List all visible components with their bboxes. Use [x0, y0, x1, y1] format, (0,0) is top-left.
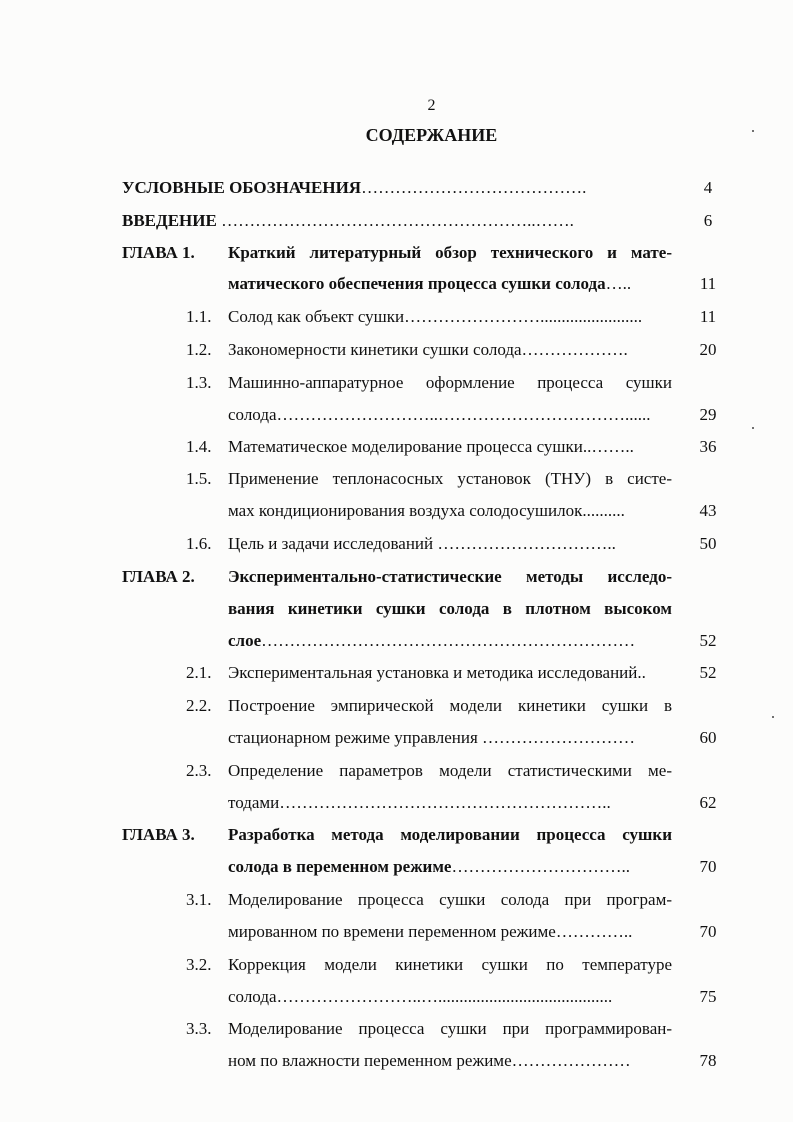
toc-section-label: 3.3.	[186, 1019, 212, 1038]
toc-page: 52	[699, 663, 717, 682]
toc-section[interactable]	[228, 339, 672, 361]
toc-page: 6	[703, 211, 713, 230]
toc-page: 50	[699, 534, 717, 553]
toc-leader: …………..	[555, 922, 633, 941]
scan-speck	[752, 130, 754, 132]
toc-section-label: 1.2.	[186, 340, 212, 359]
toc-entry-text: Цель и задачи исследований	[228, 534, 434, 553]
toc-page: 60	[699, 728, 717, 747]
toc-leader: ..……..	[582, 437, 634, 456]
toc-section-label: 2.2.	[186, 696, 212, 715]
page-title: СОДЕРЖАНИЕ	[365, 125, 498, 145]
toc-leader: ………………………..……………………………......	[276, 405, 651, 424]
toc-section-cont[interactable]	[228, 921, 672, 943]
toc-chapter-title-cont[interactable]: вания кинетики сушки солода в плотном высоком	[228, 599, 672, 618]
toc-chapter-title[interactable]: Экспериментально-статистические методы исследо-	[228, 567, 672, 586]
toc-chapter-title[interactable]: Краткий литературный обзор технического и мате-	[228, 243, 672, 262]
toc-chapter-title[interactable]: Разработка метода моделировании процесса сушки	[228, 825, 672, 844]
toc-entry-text: ном по влажности переменном режиме	[228, 1051, 512, 1070]
toc-section-label: 1.6.	[186, 534, 212, 553]
toc-entry-symbols[interactable]	[122, 177, 670, 199]
toc-page: 75	[699, 987, 717, 1006]
toc-section[interactable]	[228, 436, 672, 458]
toc-leader: …………………………………………………..	[279, 793, 611, 812]
toc-entry-text: слое	[228, 631, 262, 650]
scan-speck	[772, 716, 774, 718]
toc-section-cont[interactable]	[228, 792, 672, 814]
toc-page: 43	[699, 501, 717, 520]
toc-page: 11	[699, 307, 717, 326]
toc-entry-text: солода	[228, 405, 277, 424]
toc-page: 4	[703, 178, 713, 197]
toc-chapter-label: ГЛАВА 3.	[122, 825, 195, 844]
toc-section[interactable]: Определение параметров модели статистическими ме-	[228, 761, 672, 780]
toc-section-label: 1.1.	[186, 307, 212, 326]
toc-chapter-title-cont[interactable]	[228, 273, 672, 295]
toc-page: 11	[699, 274, 717, 293]
toc-entry-text: УСЛОВНЫЕ ОБОЗНАЧЕНИЯ	[122, 178, 362, 197]
toc-page: 62	[699, 793, 717, 812]
toc-section-label: 3.1.	[186, 890, 212, 909]
toc-chapter-label: ГЛАВА 1.	[122, 243, 195, 262]
toc-entry-text: солода	[228, 987, 277, 1006]
toc-section[interactable]	[228, 306, 672, 328]
toc-section-cont[interactable]	[228, 500, 672, 522]
toc-leader: ………………………………….	[361, 178, 587, 197]
toc-page: 70	[699, 922, 717, 941]
toc-section[interactable]: Машинно-аппаратурное оформление процесса сушки	[228, 373, 672, 392]
toc-entry-text: мах кондиционирования воздуха солодосушилок	[228, 501, 583, 520]
toc-page: 29	[699, 405, 717, 424]
toc-section-label: 1.5.	[186, 469, 212, 488]
toc-entry-text: Солод как объект сушки	[228, 307, 405, 326]
toc-section-label: 2.3.	[186, 761, 212, 780]
toc-section[interactable]	[228, 662, 672, 684]
toc-section-cont[interactable]	[228, 404, 672, 426]
toc-entry-text: стационарном режиме управления	[228, 728, 478, 747]
toc-leader: ………………………………………………..…….	[221, 211, 574, 230]
toc-section-cont[interactable]	[228, 727, 672, 749]
toc-entry-text: тодами	[228, 793, 280, 812]
toc-leader: …………………………..	[437, 534, 616, 553]
toc-section-label: 1.4.	[186, 437, 212, 456]
toc-leader: ……………………........................	[404, 307, 643, 326]
toc-section[interactable]: Моделирование процесса сушки при программирован-	[228, 1019, 672, 1038]
toc-section[interactable]: Коррекция модели кинетики сушки по температуре	[228, 955, 672, 974]
toc-entry-text: Математическое моделирование процесса сушки	[228, 437, 583, 456]
toc-leader: ..........	[582, 501, 625, 520]
toc-section[interactable]: Моделирование процесса сушки солода при програм-	[228, 890, 672, 909]
toc-page: 70	[699, 857, 717, 876]
toc-entry-text: ВВЕДЕНИЕ	[122, 211, 217, 230]
toc-leader: …………………………………………………………	[261, 631, 636, 650]
toc-page: 78	[699, 1051, 717, 1070]
toc-page: 20	[699, 340, 717, 359]
toc-section-label: 1.3.	[186, 373, 212, 392]
toc-leader: ………………………	[482, 728, 636, 747]
toc-section[interactable]: Применение теплонасосных установок (ТНУ) в систе-	[228, 469, 672, 488]
toc-section[interactable]: Построение эмпирической модели кинетики сушки в	[228, 696, 672, 715]
toc-chapter-title-cont[interactable]	[228, 630, 672, 652]
toc-leader: …………………………..	[451, 857, 630, 876]
toc-section-cont[interactable]	[228, 1050, 672, 1072]
toc-section-label: 2.1.	[186, 663, 212, 682]
page-number: 2	[427, 97, 436, 114]
toc-section[interactable]	[228, 533, 672, 555]
toc-entry-text: матического обеспечения процесса сушки солода	[228, 274, 606, 293]
toc-leader: …………………	[511, 1051, 631, 1070]
toc-section-label: 3.2.	[186, 955, 212, 974]
toc-page: 52	[699, 631, 717, 650]
toc-chapter-title-cont[interactable]	[228, 856, 672, 878]
toc-leader: ..	[637, 663, 646, 682]
toc-entry-text: солода в переменном режиме	[228, 857, 452, 876]
toc-entry-text: мированном по времени переменном режиме	[228, 922, 556, 941]
toc-entry-text: Закономерности кинетики сушки солода	[228, 340, 522, 359]
toc-section-cont[interactable]	[228, 986, 672, 1008]
toc-chapter-label: ГЛАВА 2.	[122, 567, 195, 586]
toc-leader: ……………….	[521, 340, 628, 359]
toc-entry-text: Экспериментальная установка и методика исследований	[228, 663, 638, 682]
toc-leader: …..	[605, 274, 632, 293]
toc-page: 36	[699, 437, 717, 456]
scan-speck	[752, 427, 754, 429]
toc-leader: ……………………..….........................................	[276, 987, 613, 1006]
toc-entry-introduction[interactable]	[122, 210, 670, 232]
